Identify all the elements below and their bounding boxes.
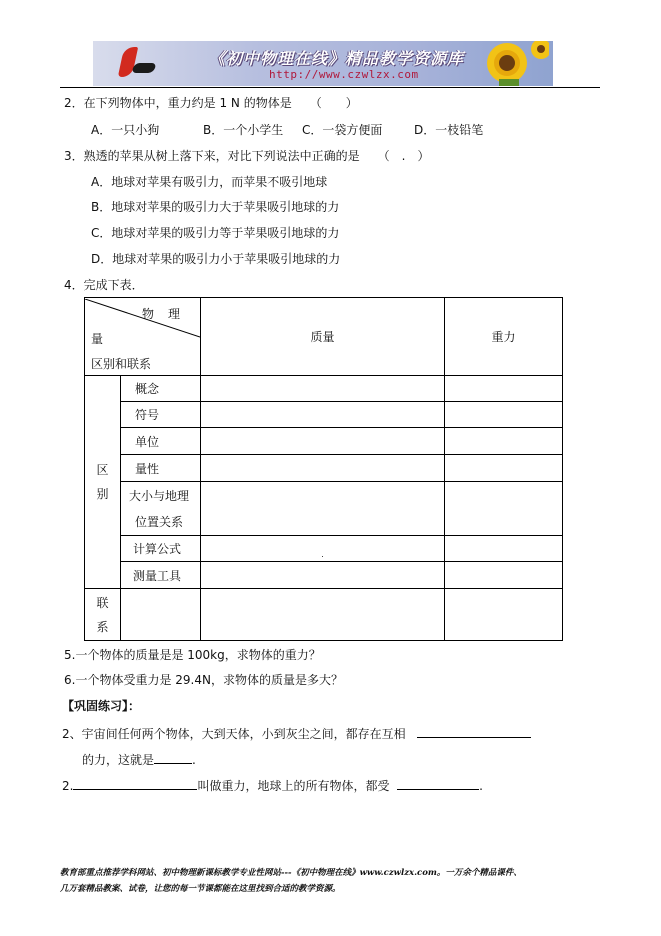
answer-cell[interactable] — [201, 536, 445, 562]
answer-cell[interactable] — [445, 589, 563, 641]
answer-cell[interactable] — [445, 562, 563, 589]
section-title: 【巩固练习】： — [62, 699, 141, 713]
answer-cell[interactable] — [201, 428, 445, 455]
answer-cell[interactable] — [201, 455, 445, 482]
exercise-1-line1: 2、宇宙间任何两个物体，大到天体，小到灰尘之间，都存在互相 — [62, 724, 531, 742]
footer-line-2: 几万套精品教案、试卷，让您的每一节课都能在这里找到合适的教学资源。 — [60, 884, 341, 894]
row-label-unit: 单位 — [121, 428, 201, 455]
comparison-table — [84, 297, 563, 641]
corner-label-quantity: 量 — [91, 331, 104, 346]
stray-dot: . — [321, 550, 324, 559]
answer-cell[interactable] — [201, 589, 445, 641]
exercise-1-line2: 的力，这就是 . — [82, 750, 196, 768]
fill-blank[interactable] — [154, 750, 192, 764]
footer-line-1: 教育部重点推荐学科网站、初中物理新课标教学专业性网站---《初中物理在线》www.czwlzx.com。一万余个精品课件、 — [60, 868, 522, 878]
q2-option-d: D．一枝铅笔 — [414, 123, 484, 137]
answer-cell[interactable] — [201, 376, 445, 402]
exercise-2-line: 2. 叫做重力，地球上的所有物体，都受 . — [62, 776, 483, 794]
row-label-size-location: 大小与地理 位置关系 — [121, 482, 201, 536]
row-label-symbol: 符号 — [121, 402, 201, 428]
table-corner-cell — [85, 298, 201, 376]
row-label-concept: 概念 — [121, 376, 201, 402]
corner-label-diff-link: 区别和联系 — [91, 356, 152, 371]
q3-option-b: B．地球对苹果的吸引力大于苹果吸引地球的力 — [91, 200, 340, 214]
answer-cell[interactable] — [445, 482, 563, 536]
q3-option-a: A．地球对苹果有吸引力，而苹果不吸引地球 — [91, 175, 328, 189]
answer-cell[interactable] — [201, 482, 445, 536]
sunflower-icon — [469, 41, 549, 86]
q2-stem: 2．在下列物体中，重力约是 1 N 的物体是 （ ） — [64, 96, 358, 110]
answer-cell[interactable] — [445, 536, 563, 562]
answer-cell[interactable] — [121, 589, 201, 641]
group-label-connection: 联 系 — [85, 589, 121, 641]
q2-option-c: C．一袋方便面 — [302, 123, 383, 137]
answer-cell[interactable] — [445, 376, 563, 402]
answer-cell[interactable] — [201, 402, 445, 428]
fill-blank[interactable] — [73, 776, 197, 790]
q2-option-b: B．一个小学生 — [203, 123, 284, 137]
row-label-measuring-tool: 测量工具 — [121, 562, 201, 589]
banner-title: 《初中物理在线》精品教学资源库 — [209, 49, 465, 68]
footer-notice — [60, 865, 605, 897]
q3-stem: 3．熟透的苹果从树上落下来，对比下列说法中正确的是 （ . ） — [64, 149, 430, 163]
q3-option-d: D．地球对苹果的吸引力小于苹果吸引地球的力 — [91, 252, 341, 266]
answer-cell[interactable] — [445, 455, 563, 482]
header-divider — [60, 87, 600, 88]
logo-swoosh-icon — [131, 63, 157, 73]
fill-blank[interactable] — [417, 724, 531, 738]
row-label-quantity-type: 量性 — [121, 455, 201, 482]
answer-cell[interactable] — [445, 402, 563, 428]
q6-text: 6.一个物体受重力是 29.4N，求物体的质量是多大？ — [64, 673, 343, 687]
q2-option-a: A．一只小狗 — [91, 123, 160, 137]
answer-cell[interactable] — [201, 562, 445, 589]
q5-text: 5.一个物体的质量是是 100kg，求物体的重力？ — [64, 648, 321, 662]
q3-option-c: C．地球对苹果的吸引力等于苹果吸引地球的力 — [91, 226, 340, 240]
corner-label-physical: 物理 — [141, 306, 194, 321]
header-banner — [93, 41, 553, 86]
answer-cell[interactable] — [445, 428, 563, 455]
row-label-formula: 计算公式 — [121, 536, 201, 562]
group-label-difference: 区 别 — [85, 376, 121, 589]
fill-blank[interactable] — [397, 776, 479, 790]
column-header-gravity: 重力 — [445, 298, 563, 376]
q4-stem: 4．完成下表． — [64, 278, 144, 292]
column-header-mass: 质量 — [201, 298, 445, 376]
banner-url: http://www.czwlzx.com — [269, 68, 419, 81]
